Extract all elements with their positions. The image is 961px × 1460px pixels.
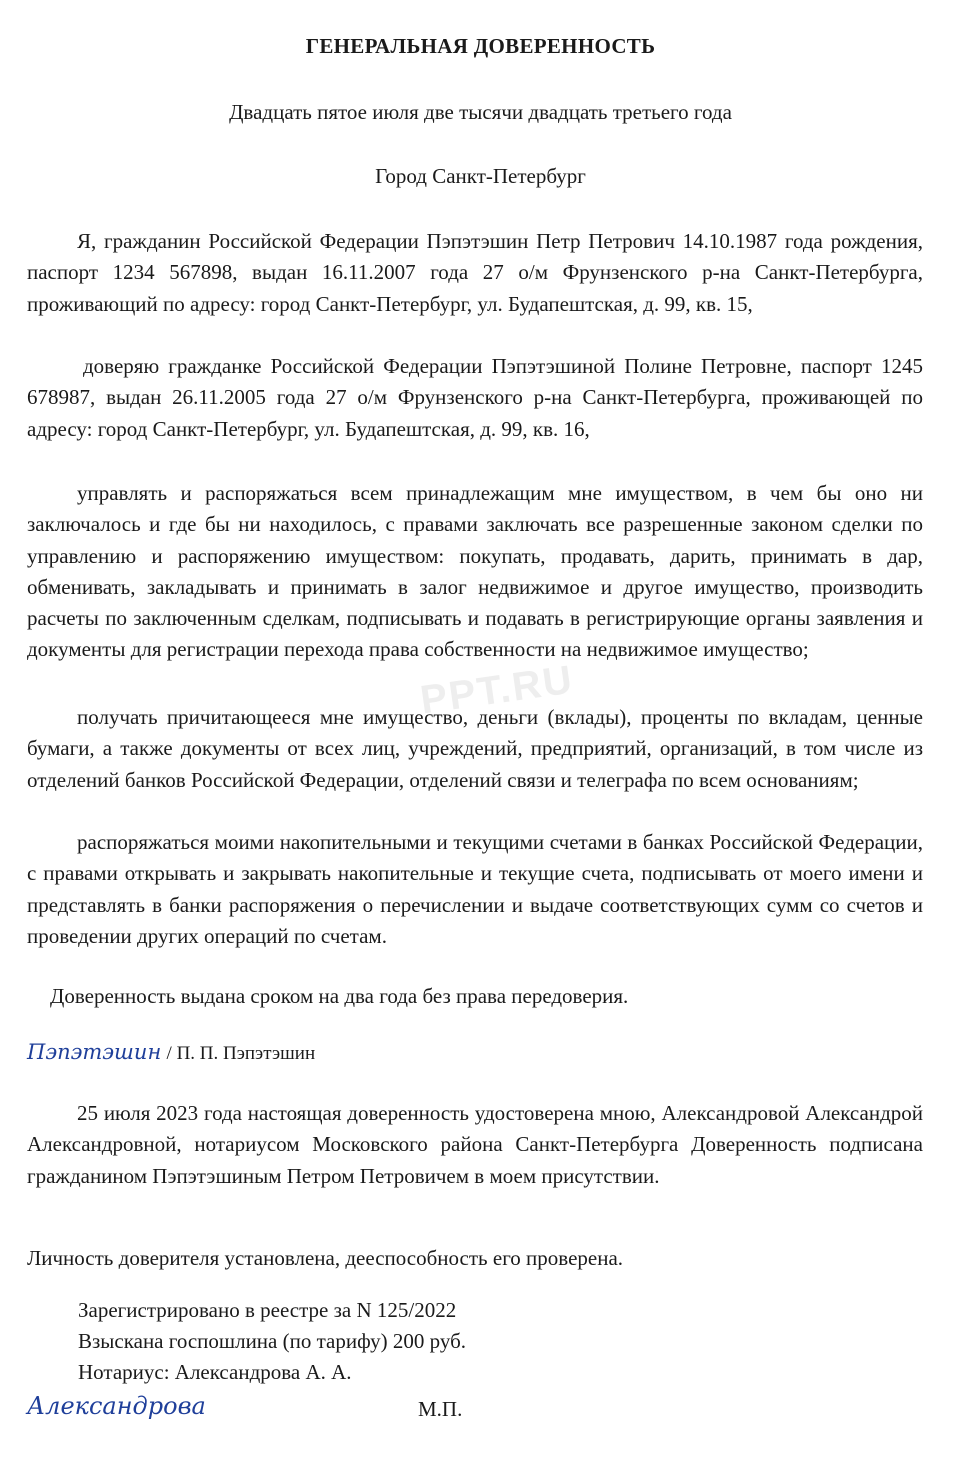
seal-label: М.П. (418, 1397, 463, 1421)
attorney-paragraph (27, 351, 923, 445)
date-line: Двадцать пятое июля две тысячи двадцать третьего года (229, 100, 732, 124)
term-line: Доверенность выдана сроком на два года без права передоверия. (50, 984, 629, 1008)
power-text: получать причитающееся мне имущество, деньги (вклады), проценты по вкладам, ценные бумаги, а также документы от всех лиц, учреждений, предприятий, организаций, в том числе из отделений банков Российской Федерации, отделений связи и телеграфа по всем основаниям; (27, 705, 923, 792)
fee-line: Взыскана госпошлина (по тарифу) 200 руб. (78, 1329, 467, 1353)
notary-line: Нотариус: Александрова А. А. (78, 1360, 352, 1384)
principal-signature: Пэпэтэшин (27, 1040, 162, 1064)
notary-signature: Александрова (27, 1392, 206, 1420)
principal-name-line: / П. П. Пэпэтэшин (166, 1043, 316, 1064)
power-text: управлять и распоряжаться всем принадлежащим мне имуществом, в чем бы оно ни заключалось и где бы ни находилось, с правами заключать все разрешенные законом сделки по управлению и распоряжению имуществом: покупать, продавать, дарить, принимать в дар, обменивать, закладывать и принимать в залог недвижимое и другое имущество, производить расчеты по заключенным сделкам, подписывать и подавать в регистрирующие органы заявления и документы для регистрации перехода права собственности на недвижимое имущество; (27, 481, 923, 662)
document-title: ГЕНЕРАЛЬНАЯ ДОВЕРЕННОСТЬ (305, 34, 656, 58)
registry-line: Зарегистрировано в реестре за N 125/2022 (78, 1298, 457, 1322)
power-paragraph-accounts (27, 827, 923, 952)
identity-line: Личность доверителя установлена, дееспособность его проверена. (27, 1246, 624, 1270)
notary-paragraph-text: 25 июля 2023 года настоящая доверенность удостоверена мною, Александровой Александрой Александровной, нотариусом Московского района Санкт-Петербурга Доверенность подписана гражданином Пэпэтэшиным Петром Петровичем в моем присутствии. (27, 1101, 923, 1188)
principal-paragraph (27, 226, 923, 320)
notary-paragraph (27, 1098, 923, 1192)
city-line: Город Санкт-Петербург (375, 164, 586, 188)
power-paragraph-property (27, 478, 923, 666)
principal-signature-block (27, 1040, 315, 1065)
power-text: распоряжаться моими накопительными и текущими счетами в банках Российской Федерации, с правами открывать и закрывать накопительные и текущие счета, подписывать от моего имени и представлять в банки распоряжения о перечислении и выдаче соответствующих сумм со счетов и проведении других операций по счетам. (27, 830, 923, 948)
attorney-paragraph-text: доверяю гражданке Российской Федерации Пэпэтэшиной Полине Петровне, паспорт 1245 678987, выдан 26.11.2005 года 27 о/м Фрунзенского р-на Санкт-Петербурга, проживающей по адресу: город Санкт-Петербург, ул. Будапештская, д. 99, кв. 16, (27, 354, 923, 441)
watermark: PPT.RU (417, 657, 577, 723)
principal-paragraph-text: Я, гражданин Российской Федерации Пэпэтэшин Петр Петрович 14.10.1987 года рождения, паспорт 1234 567898, выдан 16.11.2007 года 27 о/м Фрунзенского р-на Санкт-Петербурга, проживающий по адресу: город Санкт-Петербург, ул. Будапештская, д. 99, кв. 15, (27, 229, 923, 316)
